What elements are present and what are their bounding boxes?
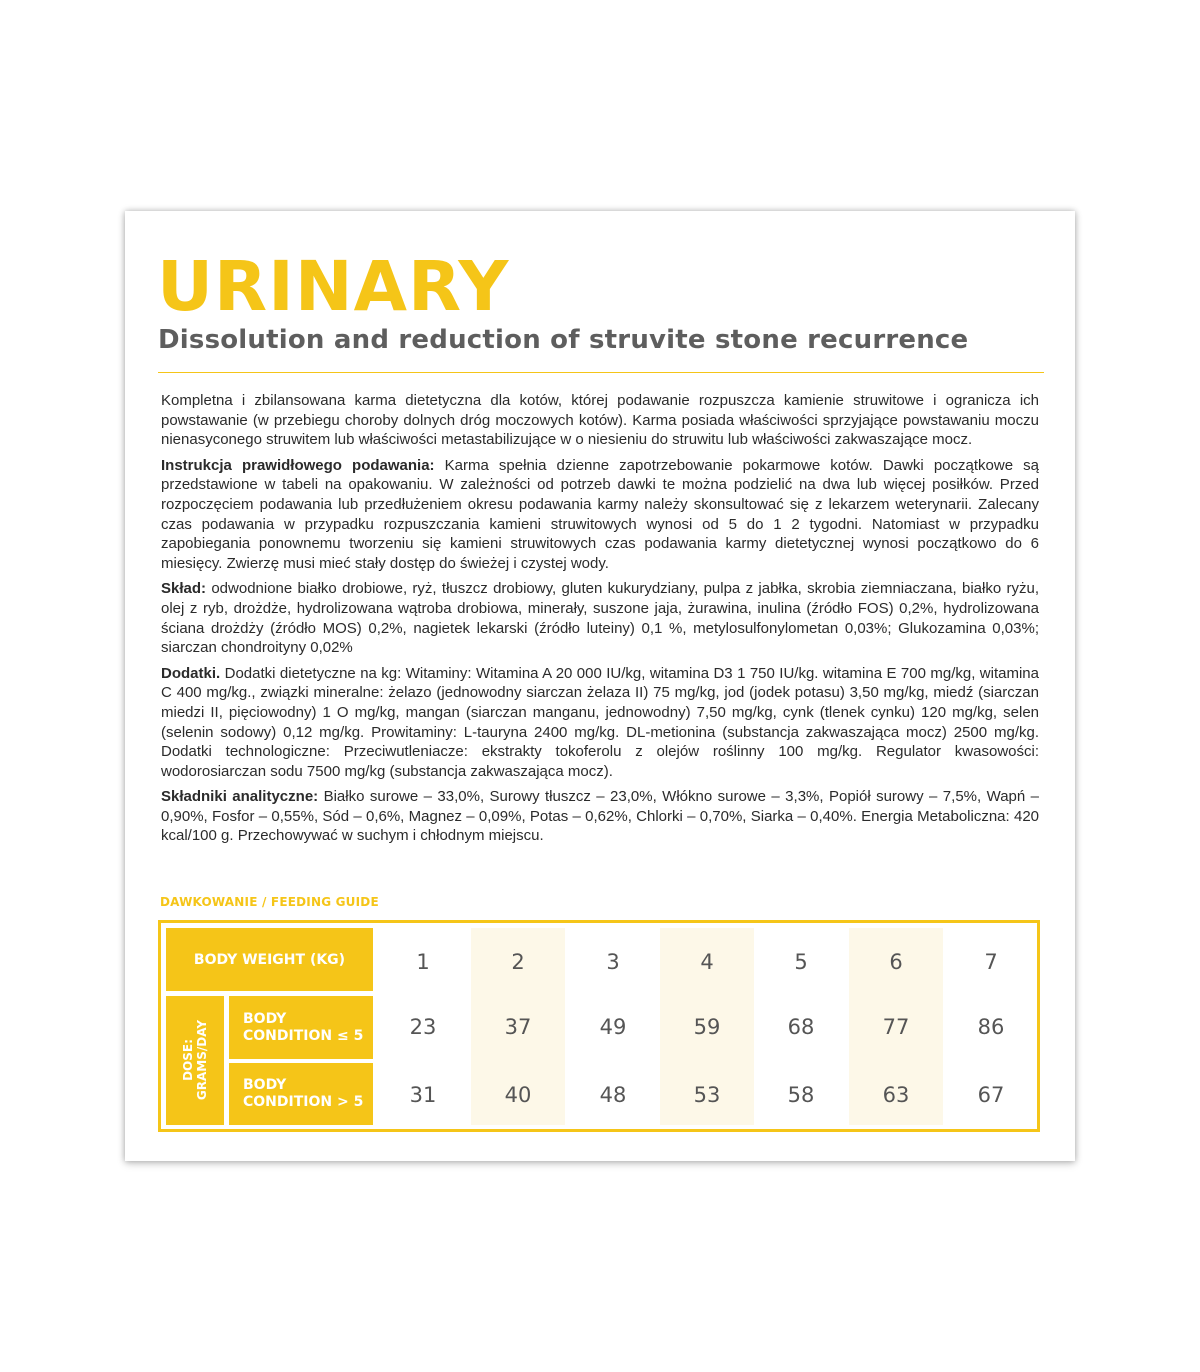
condition-le5-label xyxy=(243,1011,368,1045)
product-title: URINARY xyxy=(157,247,510,327)
condition-le5-dose: 59 xyxy=(693,1015,721,1039)
condition-le5-line2: CONDITION ≤ 5 xyxy=(243,1028,364,1044)
feeding-instructions-heading: Instrukcja prawidłowego podawania: xyxy=(161,456,435,474)
condition-gt5-dose: 63 xyxy=(882,1083,910,1107)
weight-header-label: BODY WEIGHT (KG) xyxy=(193,952,346,968)
condition-le5-dose: 37 xyxy=(504,1015,532,1039)
intro-paragraph: Kompletna i zbilansowana karma dietetyczna dla kotów, której podawanie rozpuszcza kamienie struwitowe i ogranicza ich powstawanie (w przebiegu choroby dolnych dróg moczowych kotów). Karma posiada właściwości sprzyjające powstawaniu moczu nienasyconego struwitem lub właściwości metastabilizujące w o niesieniu do struwitu lub właściwości zakwaszające mocz. xyxy=(161,392,1039,449)
condition-le5-dose: 77 xyxy=(882,1015,910,1039)
feeding-guide-label: DAWKOWANIE / FEEDING GUIDE xyxy=(160,895,379,909)
product-subtitle: Dissolution and reduction of struvite stone recurrence xyxy=(158,325,969,355)
feeding-instructions-paragraph xyxy=(161,456,1039,574)
weight-value: 5 xyxy=(794,950,808,974)
dose-header-text xyxy=(181,1020,209,1100)
composition-paragraph xyxy=(161,579,1039,657)
weight-value: 7 xyxy=(984,950,998,974)
composition-text: odwodnione białko drobiowe, ryż, tłuszcz drobiowy, gluten kukurydziany, pulpa z jabłka, skrobia ziemniaczana, białko ryżu, olej z ryb, drożdże, hydrolizowana wątroba drobiowa, minerały, suszone jaja, żurawina, inulina (źródło FOS) 0,2%, hydrolizowana ściana drożdży (źródło MOS) 0,2%, nagietek lekarski (źródło luteiny) 0,1 %, metylosulfonylometan 0,03%; Glukozamina 0,03%; siarczan chondroityny 0,02% xyxy=(161,580,1039,657)
condition-gt5-label xyxy=(243,1077,368,1111)
product-description xyxy=(161,391,1039,852)
weight-value: 4 xyxy=(700,950,714,974)
condition-gt5-line1: BODY xyxy=(243,1077,287,1093)
feeding-instructions-text: Karma spełnia dzienne zapotrzebowanie pokarmowe kotów. Dawki początkowe są przedstawione w tabeli na opakowaniu. W zależności od potrzeb dawki te można podzielić na dwa lub więcej posiłków. Przed rozpoczęciem podawania lub przedłużeniem okresu podawania karmy należy skonsultować się z lekarzem weterynarii. Zalecany czas podawania w przypadku rozpuszczania kamieni struwitowych wynosi od 5 do 1 2 tygodni. Natomiast w przypadku zapobiegania ponownemu tworzeniu się kamieni struwitowych czas podawania karmy dietetycznej wynosi początkowo do 6 miesięcy. Zwierzę musi mieć stały dostęp do świeżej i czystej wody. xyxy=(161,456,1039,572)
analytical-heading: Składniki analityczne: xyxy=(161,788,319,806)
condition-gt5-line2: CONDITION > 5 xyxy=(243,1094,364,1110)
condition-le5-dose: 68 xyxy=(787,1015,815,1039)
analytical-paragraph xyxy=(161,787,1039,846)
product-label-card xyxy=(125,211,1075,1161)
additives-heading: Dodatki. xyxy=(161,664,221,682)
weight-value: 6 xyxy=(889,950,903,974)
condition-gt5-dose: 58 xyxy=(787,1083,815,1107)
condition-gt5-dose: 48 xyxy=(599,1083,627,1107)
condition-gt5-dose: 53 xyxy=(693,1083,721,1107)
dose-header-line2: GRAMS/DAY xyxy=(195,1019,209,1101)
dose-header-line1: DOSE: xyxy=(181,1039,195,1081)
condition-gt5-dose: 67 xyxy=(977,1083,1005,1107)
additives-text: Dodatki dietetyczne na kg: Witaminy: Witamina A 20 000 IU/kg, witamina D3 1 750 IU/kg. witamina E 700 mg/kg, witamina C 400 mg/kg., związki mineralne: żelazo (jednowodny siarczan żelaza II) 75 mg/kg, jod (jodek potasu) 3,50 mg/kg, miedź (siarczan miedzi II, pięciowodny) 1 O mg/kg, mangan (siarczan manganu, jednowodny) 7,50 mg/kg, cynk (tlenek cynku) 120 mg/kg, selen (selenin sodowy) 0,12 mg/kg. Prowitaminy: L-tauryna 2400 mg/kg. DL-metionina (substancja zakwaszająca mocz) 2500 mg/kg. Dodatki technologiczne: Przeciwutleniacze: ekstrakty tokoferolu z olejów roślinny 100 mg/kg. Regulator kwasowości: wodorosiarczan sodu 7500 mg/kg (substancja zakwaszająca mocz). xyxy=(161,664,1039,780)
analytical-text: Białko surowe – 33,0%, Surowy tłuszcz – 23,0%, Włókno surowe – 3,3%, Popiół surowy – 7,5%, Wapń – 0,90%, Fosfor – 0,55%, Sód – 0,6%, Magnez – 0,09%, Potas – 0,62%, Chlorki – 0,70%, Siarka – 0,40%. Energia Metaboliczna: 420 kcal/100 g. Przechowywać w suchym i chłodnym miejscu. xyxy=(161,788,1039,845)
condition-le5-dose: 23 xyxy=(409,1015,437,1039)
condition-le5-dose: 86 xyxy=(977,1015,1005,1039)
condition-gt5-dose: 31 xyxy=(409,1083,437,1107)
condition-le5-dose: 49 xyxy=(599,1015,627,1039)
composition-heading: Skład: xyxy=(161,580,207,598)
condition-le5-line1: BODY xyxy=(243,1011,287,1027)
weight-value: 1 xyxy=(416,950,430,974)
condition-gt5-dose: 40 xyxy=(504,1083,532,1107)
title-divider xyxy=(158,372,1044,373)
weight-value: 2 xyxy=(511,950,525,974)
additives-paragraph xyxy=(161,664,1039,782)
weight-value: 3 xyxy=(606,950,620,974)
